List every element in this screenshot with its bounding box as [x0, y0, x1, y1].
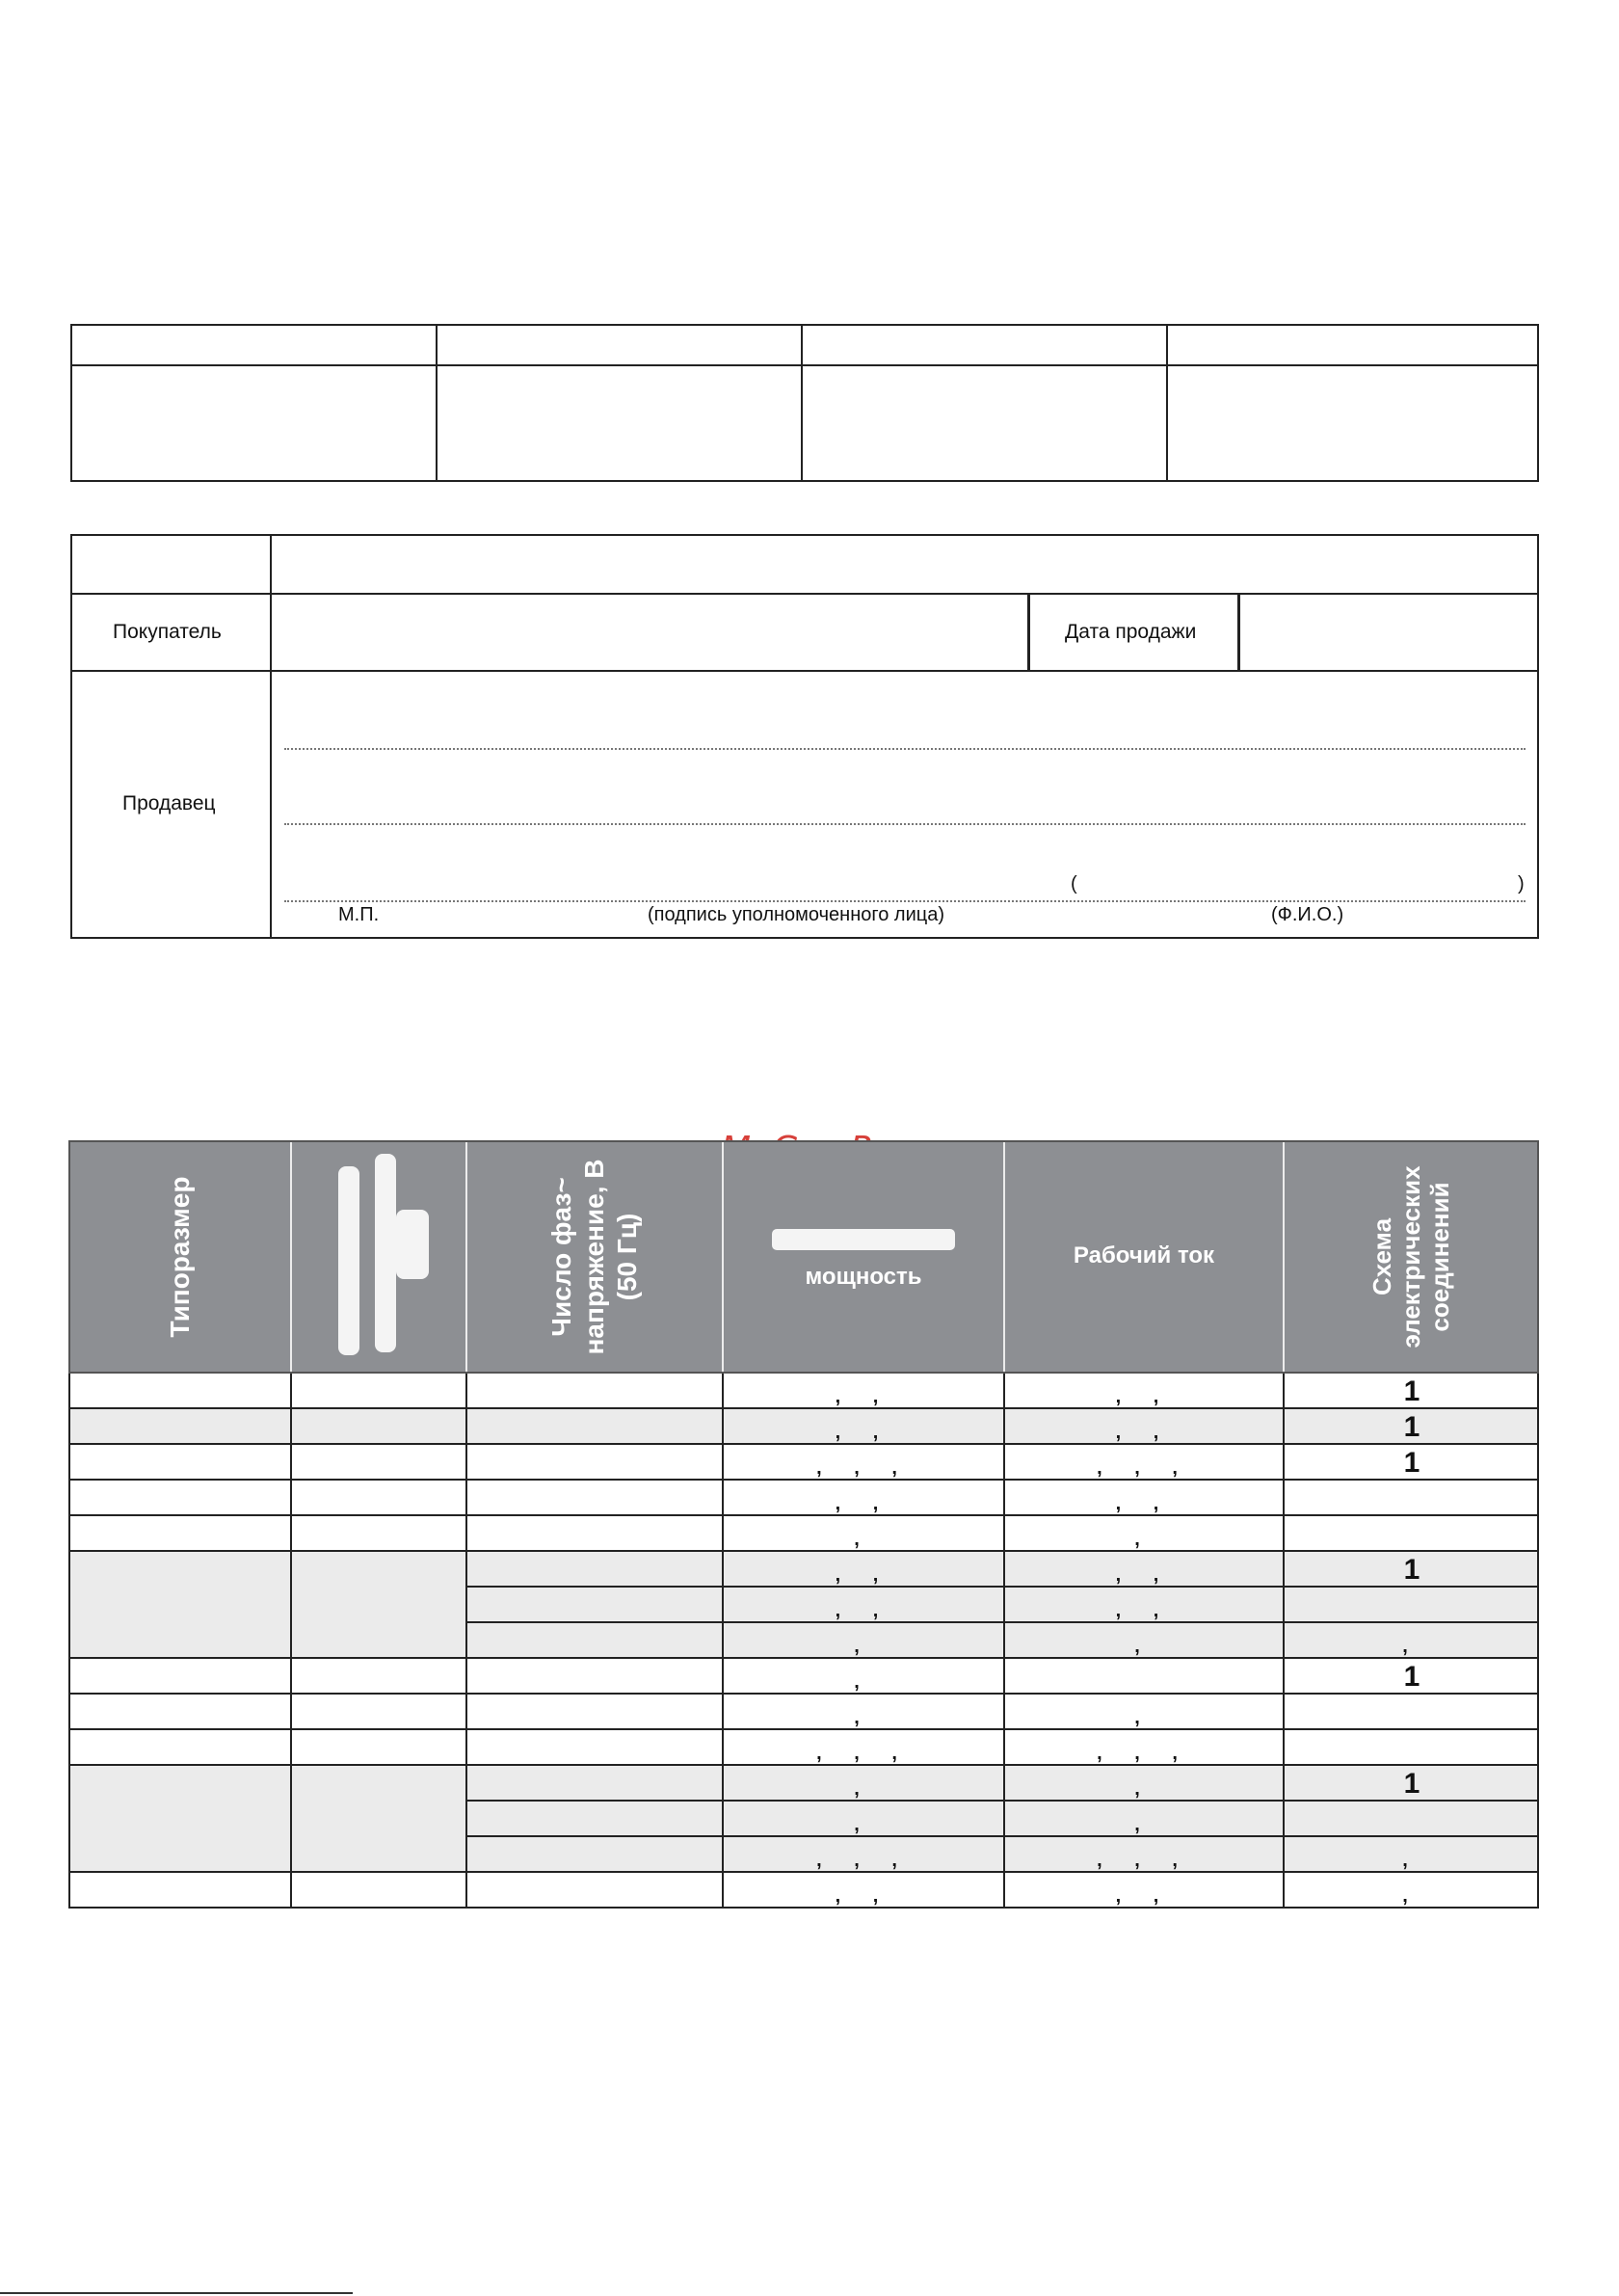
- table-cell: [722, 1445, 1003, 1481]
- cell-value: ,: [854, 1529, 873, 1550]
- cell-value: ,: [1402, 1850, 1421, 1871]
- table-cell: [465, 1730, 722, 1766]
- table-cell: [722, 1481, 1003, 1516]
- table-cell: [722, 1695, 1003, 1730]
- open-paren: (: [1071, 873, 1077, 894]
- table-merged-cell: [68, 1445, 290, 1552]
- table-cell: [1003, 1623, 1283, 1659]
- table-cell: [465, 1588, 722, 1623]
- table-cell: [1283, 1802, 1539, 1837]
- table-cell: [1283, 1837, 1539, 1873]
- cell-value: ,: [854, 1636, 873, 1657]
- cell-value: , , ,: [1097, 1457, 1191, 1479]
- cell-value: , ,: [835, 1600, 892, 1621]
- cell-value: , , ,: [816, 1850, 911, 1871]
- table-cell: [722, 1516, 1003, 1552]
- col-header-scheme: [1285, 1142, 1537, 1372]
- table-cell: [1003, 1873, 1283, 1909]
- table-divider: [1027, 593, 1030, 672]
- table-cell: [1283, 1695, 1539, 1730]
- table-divider: [436, 326, 438, 480]
- cell-value: , , ,: [816, 1743, 911, 1764]
- table-cell: [1003, 1837, 1283, 1873]
- table-cell: [722, 1837, 1003, 1873]
- cell-value: , , ,: [1097, 1850, 1191, 1871]
- product-info-table: [70, 324, 1539, 482]
- cell-value: ,: [1402, 1885, 1421, 1907]
- seller-line: [284, 823, 1526, 825]
- table-merged-cell: [68, 1659, 290, 1766]
- table-cell: 1: [1283, 1766, 1539, 1802]
- table-cell: [1003, 1374, 1283, 1409]
- table-cell: [465, 1374, 722, 1409]
- table-cell: [722, 1623, 1003, 1659]
- table-divider: [270, 536, 272, 939]
- col-header-phase-label: Число фаз~ напряжение, В (50 Гц): [546, 1159, 642, 1355]
- table-cell: [722, 1659, 1003, 1695]
- product-info-header-row: [72, 326, 1537, 366]
- spec-table-header: [68, 1140, 1539, 1374]
- table-merged-cell: [290, 1445, 465, 1552]
- table-cell: [1003, 1659, 1283, 1695]
- col-header-power-label: мощность: [805, 1264, 922, 1290]
- table-divider: [72, 670, 1537, 672]
- table-cell: [1283, 1588, 1539, 1623]
- col-header-current: [1005, 1142, 1285, 1372]
- cell-value: ,: [1402, 1636, 1421, 1657]
- table-merged-cell: [290, 1873, 465, 1909]
- table-cell: [722, 1588, 1003, 1623]
- table-cell: [1003, 1802, 1283, 1837]
- cell-value: ,: [854, 1814, 873, 1835]
- cell-value: ,: [1134, 1778, 1154, 1800]
- cell-value: , ,: [835, 1564, 892, 1586]
- table-cell: [722, 1374, 1003, 1409]
- buyer-label: Покупатель: [113, 621, 222, 643]
- sale-date-label: Дата продажи: [1065, 621, 1197, 643]
- table-cell: [722, 1730, 1003, 1766]
- table-merged-cell: [68, 1374, 290, 1409]
- seller-line: [284, 748, 1526, 750]
- cell-value: , ,: [1115, 1600, 1173, 1621]
- table-cell: [1003, 1766, 1283, 1802]
- table-merged-cell: [290, 1659, 465, 1766]
- col-header-model-blot: [396, 1210, 429, 1279]
- table-merged-cell: [290, 1374, 465, 1409]
- col-header-current-label: Рабочий ток: [1073, 1242, 1215, 1268]
- table-divider: [72, 593, 1537, 595]
- table-right-border: [1537, 1374, 1539, 1909]
- cell-value: , ,: [1115, 1422, 1173, 1443]
- table-cell: 1: [1283, 1552, 1539, 1588]
- col-header-model: [292, 1142, 467, 1372]
- table-cell: [465, 1659, 722, 1695]
- table-merged-cell: [290, 1766, 465, 1873]
- table-merged-cell: [68, 1873, 290, 1909]
- table-cell: [722, 1873, 1003, 1909]
- table-cell: [1283, 1516, 1539, 1552]
- table-cell: 1: [1283, 1445, 1539, 1481]
- col-header-model-blot: [375, 1154, 396, 1352]
- table-cell: [1283, 1873, 1539, 1909]
- table-cell: [722, 1552, 1003, 1588]
- table-merged-cell: [68, 1409, 290, 1445]
- sale-info-table: [70, 534, 1539, 939]
- cell-value: , ,: [1115, 1386, 1173, 1407]
- close-paren: ): [1518, 873, 1525, 894]
- seller-label: Продавец: [122, 792, 216, 814]
- table-cell: [465, 1552, 722, 1588]
- table-cell: [1283, 1481, 1539, 1516]
- table-divider: [1237, 593, 1240, 672]
- col-header-size: [70, 1142, 292, 1372]
- cell-value: ,: [1134, 1814, 1154, 1835]
- cell-value: ,: [1134, 1529, 1154, 1550]
- col-header-power: [724, 1142, 1005, 1372]
- signature-caption: (подпись уполномоченного лица): [648, 904, 944, 925]
- table-cell: [1003, 1588, 1283, 1623]
- cell-value: ,: [854, 1778, 873, 1800]
- table-cell: 1: [1283, 1659, 1539, 1695]
- table-cell: [465, 1623, 722, 1659]
- cell-value: , ,: [1115, 1493, 1173, 1514]
- table-divider: [1166, 326, 1168, 480]
- table-merged-cell: [290, 1552, 465, 1659]
- table-cell: [1003, 1695, 1283, 1730]
- table-cell: [1003, 1445, 1283, 1481]
- table-divider: [801, 326, 803, 480]
- cell-value: , ,: [835, 1885, 892, 1907]
- table-cell: 1: [1283, 1409, 1539, 1445]
- table-cell: [465, 1409, 722, 1445]
- cell-value: ,: [1134, 1636, 1154, 1657]
- cell-value: , ,: [835, 1493, 892, 1514]
- table-merged-cell: [290, 1409, 465, 1445]
- table-cell: [1003, 1552, 1283, 1588]
- cell-value: , ,: [1115, 1885, 1173, 1907]
- col-header-size-label: Типоразмер: [165, 1176, 195, 1338]
- table-cell: [465, 1766, 722, 1802]
- table-cell: 1: [1283, 1374, 1539, 1409]
- table-cell: [1283, 1730, 1539, 1766]
- table-cell: [465, 1481, 722, 1516]
- table-cell: [465, 1873, 722, 1909]
- cell-value: ,: [1134, 1707, 1154, 1728]
- table-merged-cell: [68, 1766, 290, 1873]
- cell-value: , , ,: [1097, 1743, 1191, 1764]
- col-header-model-blot: [338, 1166, 359, 1355]
- stamp-label: М.П.: [338, 904, 380, 925]
- cell-value: ,: [854, 1671, 873, 1693]
- table-cell: [722, 1766, 1003, 1802]
- name-caption: (Ф.И.О.): [1271, 904, 1344, 925]
- table-cell: [1003, 1481, 1283, 1516]
- cell-value: , ,: [835, 1386, 892, 1407]
- cell-value: , ,: [835, 1422, 892, 1443]
- table-cell: [1003, 1516, 1283, 1552]
- table-cell: [722, 1802, 1003, 1837]
- table-cell: [722, 1409, 1003, 1445]
- col-header-phase: [467, 1142, 724, 1372]
- signature-line: [284, 900, 1526, 902]
- footer-rule: [0, 2292, 353, 2294]
- cell-value: , , ,: [816, 1457, 911, 1479]
- col-header-scheme-label: Схема электрических соединений: [1367, 1165, 1454, 1348]
- col-header-power-blot: [772, 1229, 955, 1250]
- table-cell: [1283, 1623, 1539, 1659]
- cell-value: ,: [854, 1707, 873, 1728]
- table-cell: [465, 1802, 722, 1837]
- table-cell: [465, 1516, 722, 1552]
- table-cell: [465, 1695, 722, 1730]
- table-cell: [1003, 1730, 1283, 1766]
- table-merged-cell: [68, 1552, 290, 1659]
- cell-value: , ,: [1115, 1564, 1173, 1586]
- table-cell: [1003, 1409, 1283, 1445]
- table-cell: [465, 1837, 722, 1873]
- table-cell: [465, 1445, 722, 1481]
